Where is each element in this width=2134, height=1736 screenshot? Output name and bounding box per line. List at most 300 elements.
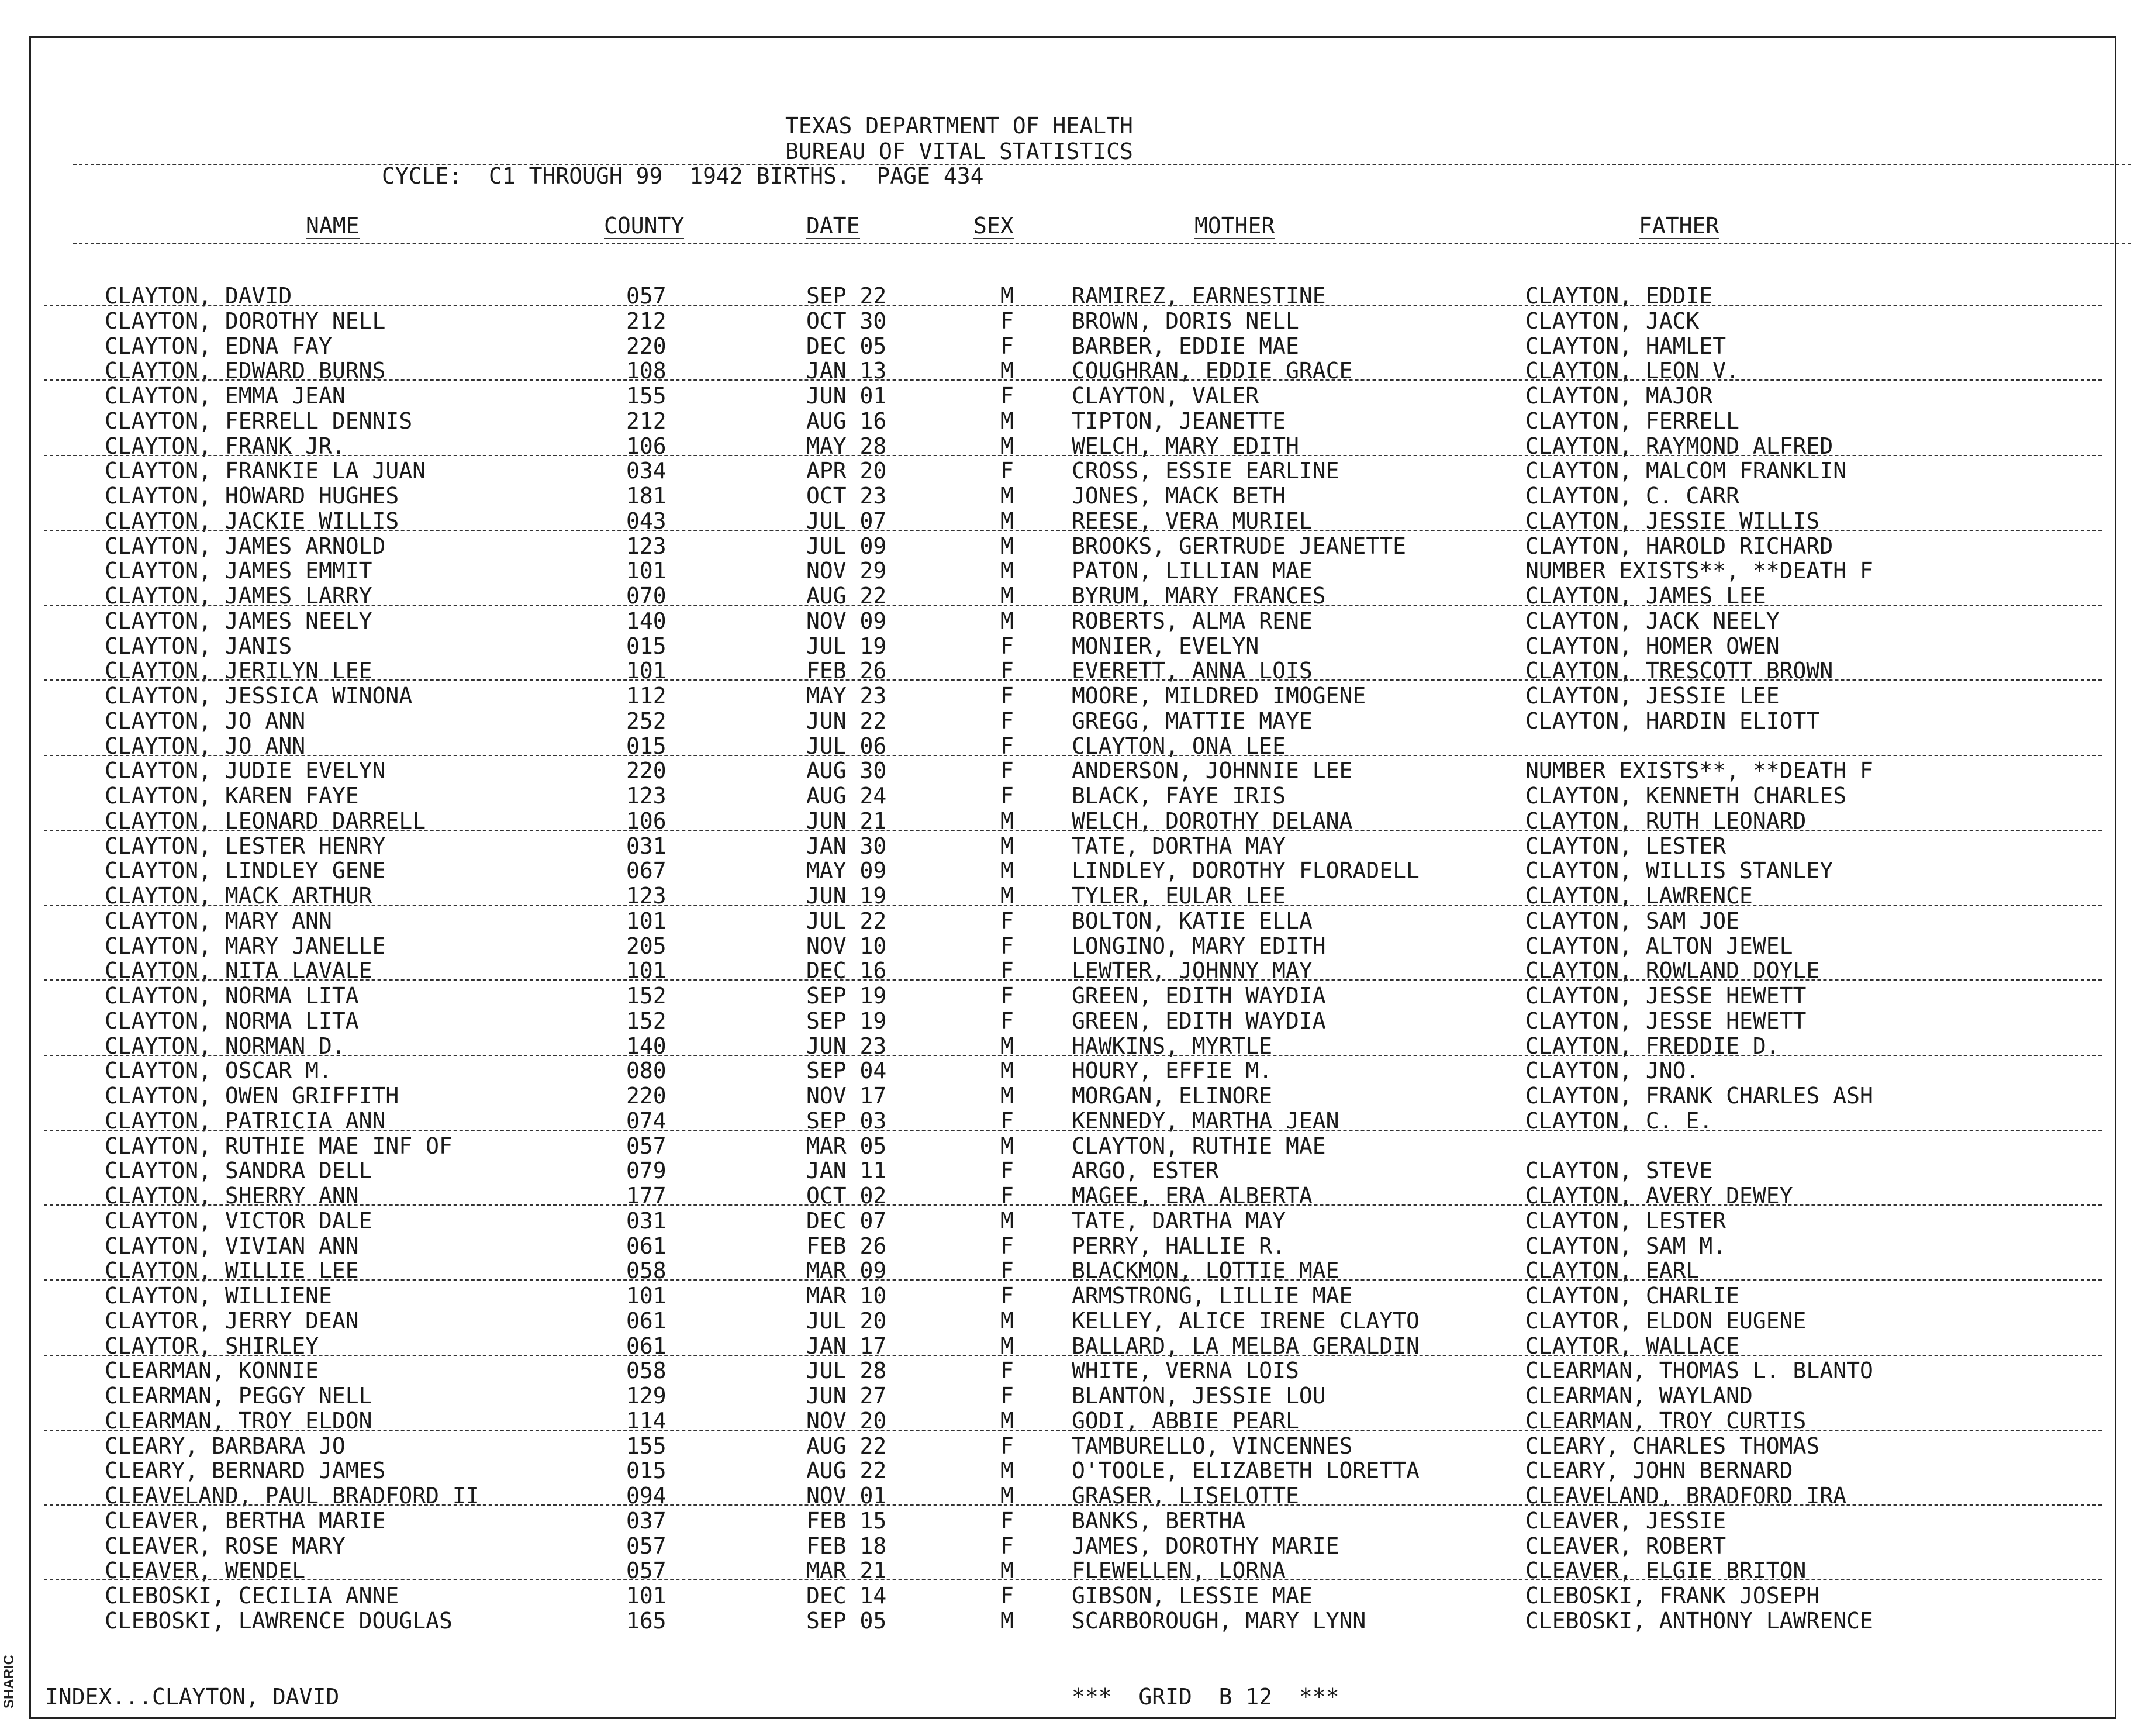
cell-mother: JONES, MACK BETH <box>1072 483 1286 509</box>
cycle-line: CYCLE: C1 THROUGH 99 1942 BIRTHS. PAGE 434 <box>382 163 984 189</box>
cell-father: CLEBOSKI, FRANK JOSEPH <box>1525 1583 1820 1609</box>
cell-name: CLAYTON, SHERRY ANN <box>105 1183 359 1209</box>
cell-sex: M <box>1000 1307 1014 1334</box>
cell-father: CLAYTON, JESSIE LEE <box>1525 683 1780 709</box>
cell-name: CLAYTON, NORMA LITA <box>105 983 359 1009</box>
cell-name: CLEBOSKI, CECILIA ANNE <box>105 1583 399 1609</box>
cell-mother: GREGG, MATTIE MAYE <box>1072 707 1313 734</box>
cell-county: 252 <box>626 707 667 734</box>
cell-father: NUMBER EXISTS**, **DEATH F <box>1525 558 1873 584</box>
cell-date: NOV 01 <box>806 1483 887 1509</box>
cell-name: CLEBOSKI, LAWRENCE DOUGLAS <box>105 1607 453 1634</box>
cell-name: CLEARMAN, KONNIE <box>105 1358 319 1384</box>
row-separator <box>44 979 2102 981</box>
cell-county: 108 <box>626 358 667 384</box>
title-line-2: BUREAU OF VITAL STATISTICS <box>785 139 1133 164</box>
cell-mother: LEWTER, JOHNNY MAY <box>1072 958 1313 984</box>
cell-father: CLEARMAN, THOMAS L. BLANTO <box>1525 1358 1873 1384</box>
footer-grid: *** GRID B 12 *** <box>1072 1684 1339 1710</box>
cell-sex: M <box>1000 883 1014 909</box>
cell-name: CLAYTON, MACK ARTHUR <box>105 883 372 909</box>
cell-sex: F <box>1000 758 1014 784</box>
cell-county: 101 <box>626 1583 667 1609</box>
cell-county: 181 <box>626 483 667 509</box>
cell-sex: F <box>1000 907 1014 934</box>
cell-date: AUG 22 <box>806 583 887 609</box>
cell-county: 031 <box>626 833 667 859</box>
column-header-name: NAME <box>306 213 360 239</box>
cell-name: CLAYTON, MARY ANN <box>105 907 332 934</box>
cell-county: 123 <box>626 883 667 909</box>
cell-father: CLEAVER, ROBERT <box>1525 1533 1726 1559</box>
cell-county: 057 <box>626 1558 667 1584</box>
cell-sex: M <box>1000 833 1014 859</box>
table-row <box>31 1358 2118 1383</box>
table-row <box>31 1434 2118 1458</box>
cell-father: CLEAVER, JESSIE <box>1525 1507 1726 1534</box>
cell-date: JUN 27 <box>806 1383 887 1409</box>
cell-date: AUG 22 <box>806 1458 887 1484</box>
cell-name: CLAYTON, VICTOR DALE <box>105 1207 372 1234</box>
cell-date: JAN 13 <box>806 358 887 384</box>
cell-mother: BLACK, FAYE IRIS <box>1072 783 1286 809</box>
column-header-mother: MOTHER <box>1194 213 1275 239</box>
cell-mother: BLANTON, JESSIE LOU <box>1072 1383 1326 1409</box>
cell-mother: ARGO, ESTER <box>1072 1158 1219 1184</box>
cell-sex: M <box>1000 1458 1014 1484</box>
cell-name: CLAYTON, FRANK JR. <box>105 433 346 459</box>
cell-sex: F <box>1000 1283 1014 1309</box>
cell-father: CLAYTON, HAROLD RICHARD <box>1525 533 1833 559</box>
table-row <box>31 484 2118 508</box>
cell-mother: BLACKMON, LOTTIE MAE <box>1072 1258 1339 1284</box>
table-row <box>31 384 2118 408</box>
row-separator <box>44 379 2102 381</box>
row-separator <box>44 830 2102 831</box>
cell-county: 080 <box>626 1058 667 1084</box>
cell-county: 101 <box>626 658 667 684</box>
cell-date: MAR 21 <box>806 1558 887 1584</box>
cell-name: CLEAVER, WENDEL <box>105 1558 306 1584</box>
cell-name: CLAYTOR, JERRY DEAN <box>105 1307 359 1334</box>
cell-county: 015 <box>626 633 667 659</box>
cell-father: CLAYTON, LAWRENCE <box>1525 883 1753 909</box>
cell-mother: MOORE, MILDRED IMOGENE <box>1072 683 1366 709</box>
cell-date: NOV 29 <box>806 558 887 584</box>
cell-date: MAR 10 <box>806 1283 887 1309</box>
cell-father: CLAYTON, C. CARR <box>1525 483 1740 509</box>
cell-date: OCT 30 <box>806 308 887 334</box>
cell-father: CLAYTON, FREDDIE D. <box>1525 1033 1780 1059</box>
cell-date: JUN 21 <box>806 807 887 834</box>
cell-mother: EVERETT, ANNA LOIS <box>1072 658 1313 684</box>
table-row <box>31 1134 2118 1158</box>
table-row <box>31 1509 2118 1533</box>
cell-sex: F <box>1000 633 1014 659</box>
cell-mother: WELCH, DOROTHY DELANA <box>1072 807 1353 834</box>
table-row <box>31 1283 2118 1308</box>
row-separator <box>44 905 2102 906</box>
column-header-father: FATHER <box>1639 213 1719 239</box>
cell-father: CLAYTOR, WALLACE <box>1525 1333 1740 1359</box>
cell-father: CLAYTON, JESSE HEWETT <box>1525 1007 1807 1034</box>
document-frame <box>29 36 2116 1719</box>
cell-date: OCT 02 <box>806 1183 887 1209</box>
cell-mother: MAGEE, ERA ALBERTA <box>1072 1183 1313 1209</box>
cell-name: CLEAVELAND, PAUL BRADFORD II <box>105 1483 479 1509</box>
cell-father: CLAYTON, JACK <box>1525 308 1700 334</box>
cell-county: 152 <box>626 1007 667 1034</box>
cell-name: CLEARY, BARBARA JO <box>105 1433 346 1459</box>
cell-county: 106 <box>626 807 667 834</box>
row-separator <box>44 1430 2102 1431</box>
cell-father: CLEARY, JOHN BERNARD <box>1525 1458 1793 1484</box>
cell-date: NOV 17 <box>806 1083 887 1109</box>
cell-county: 043 <box>626 508 667 534</box>
table-row <box>31 858 2118 883</box>
cell-sex: F <box>1000 658 1014 684</box>
cell-county: 057 <box>626 1133 667 1159</box>
cell-name: CLAYTON, JACKIE WILLIS <box>105 508 399 534</box>
cell-name: CLAYTON, MARY JANELLE <box>105 933 386 959</box>
cell-name: CLAYTON, VIVIAN ANN <box>105 1233 359 1259</box>
cell-mother: CLAYTON, ONA LEE <box>1072 733 1286 759</box>
cell-mother: BOLTON, KATIE ELLA <box>1072 907 1313 934</box>
cell-mother: GODI, ABBIE PEARL <box>1072 1407 1299 1434</box>
cell-date: JUL 28 <box>806 1358 887 1384</box>
cell-name: CLAYTON, JANIS <box>105 633 292 659</box>
cell-sex: M <box>1000 558 1014 584</box>
cell-date: FEB 18 <box>806 1533 887 1559</box>
cell-father: CLAYTON, JNO. <box>1525 1058 1700 1084</box>
cell-father: CLEARMAN, WAYLAND <box>1525 1383 1753 1409</box>
cell-name: CLAYTON, DAVID <box>105 283 292 309</box>
table-row <box>31 1158 2118 1183</box>
cell-mother: BARBER, EDDIE MAE <box>1072 333 1299 359</box>
cell-mother: BROOKS, GERTRUDE JEANETTE <box>1072 533 1406 559</box>
cell-county: 220 <box>626 758 667 784</box>
table-row <box>31 1058 2118 1083</box>
cell-sex: F <box>1000 308 1014 334</box>
cell-father: CLAYTON, HARDIN ELIOTT <box>1525 707 1820 734</box>
cell-date: MAR 09 <box>806 1258 887 1284</box>
cell-name: CLEARY, BERNARD JAMES <box>105 1458 386 1484</box>
cell-county: 112 <box>626 683 667 709</box>
cell-county: 057 <box>626 283 667 309</box>
cell-sex: F <box>1000 383 1014 409</box>
cell-father: CLAYTON, KENNETH CHARLES <box>1525 783 1847 809</box>
cell-mother: O'TOOLE, ELIZABETH LORETTA <box>1072 1458 1420 1484</box>
cell-county: 205 <box>626 933 667 959</box>
cell-county: 079 <box>626 1158 667 1184</box>
header-divider-bottom <box>73 243 2131 244</box>
cell-date: DEC 05 <box>806 333 887 359</box>
cell-father: CLAYTON, SAM JOE <box>1525 907 1740 934</box>
cell-date: JUL 07 <box>806 508 887 534</box>
cell-county: 140 <box>626 1033 667 1059</box>
table-row <box>31 983 2118 1008</box>
cell-sex: M <box>1000 1207 1014 1234</box>
cell-name: CLEAVER, BERTHA MARIE <box>105 1507 386 1534</box>
cell-mother: PATON, LILLIAN MAE <box>1072 558 1313 584</box>
cell-county: 015 <box>626 733 667 759</box>
cell-mother: BALLARD, LA MELBA GERALDIN <box>1072 1333 1420 1359</box>
cell-date: JAN 17 <box>806 1333 887 1359</box>
cell-father: CLAYTON, SAM M. <box>1525 1233 1726 1259</box>
cell-name: CLEARMAN, PEGGY NELL <box>105 1383 372 1409</box>
cell-mother: WELCH, MARY EDITH <box>1072 433 1299 459</box>
cell-father: CLAYTON, LESTER <box>1525 1207 1726 1234</box>
cell-sex: F <box>1000 1183 1014 1209</box>
table-row <box>31 934 2118 958</box>
cell-name: CLEAVER, ROSE MARY <box>105 1533 346 1559</box>
cell-county: 220 <box>626 1083 667 1109</box>
cell-mother: BYRUM, MARY FRANCES <box>1072 583 1326 609</box>
cell-date: MAY 28 <box>806 433 887 459</box>
cell-sex: M <box>1000 433 1014 459</box>
cell-name: CLAYTON, JESSICA WINONA <box>105 683 413 709</box>
row-separator <box>44 530 2102 531</box>
cell-county: 140 <box>626 608 667 634</box>
cell-name: CLAYTON, JUDIE EVELYN <box>105 758 386 784</box>
cell-father: CLAYTON, FRANK CHARLES ASH <box>1525 1083 1873 1109</box>
cell-date: JAN 11 <box>806 1158 887 1184</box>
cell-sex: M <box>1000 1033 1014 1059</box>
cell-mother: HOURY, EFFIE M. <box>1072 1058 1273 1084</box>
row-separator <box>44 1504 2102 1506</box>
cell-mother: FLEWELLEN, LORNA <box>1072 1558 1286 1584</box>
cell-name: CLAYTON, NITA LAVALE <box>105 958 372 984</box>
cell-father: CLAYTON, JESSIE WILLIS <box>1525 508 1820 534</box>
cell-father: CLAYTON, LESTER <box>1525 833 1726 859</box>
cell-date: JUL 22 <box>806 907 887 934</box>
cell-mother: MONIER, EVELYN <box>1072 633 1259 659</box>
cell-mother: LONGINO, MARY EDITH <box>1072 933 1326 959</box>
cell-date: NOV 10 <box>806 933 887 959</box>
cell-name: CLAYTON, JAMES NEELY <box>105 608 372 634</box>
cell-county: 123 <box>626 533 667 559</box>
cell-sex: M <box>1000 533 1014 559</box>
cell-name: CLAYTON, OSCAR M. <box>105 1058 332 1084</box>
cell-name: CLAYTON, NORMAN D. <box>105 1033 346 1059</box>
cell-sex: F <box>1000 1107 1014 1134</box>
cell-county: 106 <box>626 433 667 459</box>
cell-county: 101 <box>626 907 667 934</box>
cell-name: CLAYTON, LINDLEY GENE <box>105 858 386 884</box>
cell-father: CLAYTON, CHARLIE <box>1525 1283 1740 1309</box>
cell-mother: GIBSON, LESSIE MAE <box>1072 1583 1313 1609</box>
cell-name: CLAYTON, FRANKIE LA JUAN <box>105 458 426 484</box>
cell-father: CLAYTON, FERRELL <box>1525 408 1740 434</box>
cell-father: CLAYTON, JACK NEELY <box>1525 608 1780 634</box>
title-line-1: TEXAS DEPARTMENT OF HEALTH <box>785 113 1133 139</box>
cell-name: CLAYTON, EDNA FAY <box>105 333 332 359</box>
cell-county: 067 <box>626 858 667 884</box>
cell-date: JUL 06 <box>806 733 887 759</box>
cell-father: CLEAVER, ELGIE BRITON <box>1525 1558 1807 1584</box>
cell-name: CLAYTON, EDWARD BURNS <box>105 358 386 384</box>
cell-father: CLAYTON, MALCOM FRANKLIN <box>1525 458 1847 484</box>
table-row <box>31 534 2118 558</box>
cell-sex: F <box>1000 1383 1014 1409</box>
cell-sex: F <box>1000 1583 1014 1609</box>
cell-father: CLAYTON, TRESCOTT BROWN <box>1525 658 1833 684</box>
side-label: SHARIC <box>1 1655 17 1709</box>
cell-sex: F <box>1000 1507 1014 1534</box>
cell-sex: M <box>1000 1058 1014 1084</box>
cell-name: CLAYTON, JO ANN <box>105 707 306 734</box>
cell-sex: M <box>1000 1558 1014 1584</box>
cell-date: AUG 22 <box>806 1433 887 1459</box>
cell-date: JUN 22 <box>806 707 887 734</box>
cell-county: 220 <box>626 333 667 359</box>
cell-date: APR 20 <box>806 458 887 484</box>
cell-name: CLAYTON, HOWARD HUGHES <box>105 483 399 509</box>
cell-father: CLAYTON, RUTH LEONARD <box>1525 807 1807 834</box>
cell-sex: F <box>1000 707 1014 734</box>
cell-father: CLAYTON, EDDIE <box>1525 283 1713 309</box>
row-separator <box>44 755 2102 756</box>
cell-sex: M <box>1000 1133 1014 1159</box>
cell-sex: F <box>1000 1233 1014 1259</box>
table-row <box>31 458 2118 483</box>
cell-mother: ANDERSON, JOHNNIE LEE <box>1072 758 1353 784</box>
row-separator <box>44 1055 2102 1056</box>
cell-county: 057 <box>626 1533 667 1559</box>
cell-date: SEP 03 <box>806 1107 887 1134</box>
cell-county: 155 <box>626 383 667 409</box>
cell-sex: M <box>1000 807 1014 834</box>
cell-father: CLAYTON, RAYMOND ALFRED <box>1525 433 1833 459</box>
cell-county: 058 <box>626 1358 667 1384</box>
table-row <box>31 1009 2118 1033</box>
table-row <box>31 558 2118 583</box>
cell-mother: RAMIREZ, EARNESTINE <box>1072 283 1326 309</box>
cell-county: 152 <box>626 983 667 1009</box>
cell-county: 070 <box>626 583 667 609</box>
table-row <box>31 1083 2118 1108</box>
cell-date: NOV 09 <box>806 608 887 634</box>
cell-sex: F <box>1000 983 1014 1009</box>
cell-date: MAY 09 <box>806 858 887 884</box>
cell-sex: M <box>1000 408 1014 434</box>
cell-name: CLAYTON, JERILYN LEE <box>105 658 372 684</box>
cell-name: CLAYTON, DOROTHY NELL <box>105 308 386 334</box>
cell-county: 058 <box>626 1258 667 1284</box>
cell-county: 101 <box>626 958 667 984</box>
cell-date: AUG 24 <box>806 783 887 809</box>
cell-county: 101 <box>626 558 667 584</box>
cell-mother: REESE, VERA MURIEL <box>1072 508 1313 534</box>
cell-county: 031 <box>626 1207 667 1234</box>
cell-mother: BROWN, DORIS NELL <box>1072 308 1299 334</box>
cell-sex: F <box>1000 1533 1014 1559</box>
cell-county: 074 <box>626 1107 667 1134</box>
cell-county: 129 <box>626 1383 667 1409</box>
cell-name: CLAYTON, KAREN FAYE <box>105 783 359 809</box>
cell-father: CLAYTON, ALTON JEWEL <box>1525 933 1793 959</box>
cell-county: 061 <box>626 1233 667 1259</box>
cell-name: CLAYTON, WILLIENE <box>105 1283 332 1309</box>
cell-father: CLAYTON, HAMLET <box>1525 333 1726 359</box>
cell-name: CLAYTON, WILLIE LEE <box>105 1258 359 1284</box>
cell-sex: F <box>1000 333 1014 359</box>
table-row <box>31 1583 2118 1608</box>
row-separator <box>44 679 2102 681</box>
cell-name: CLAYTOR, SHIRLEY <box>105 1333 319 1359</box>
column-header-sex: SEX <box>973 213 1014 239</box>
cell-sex: M <box>1000 1483 1014 1509</box>
cell-father: CLAYTON, C. E. <box>1525 1107 1713 1134</box>
cell-date: NOV 20 <box>806 1407 887 1434</box>
cell-father: CLAYTON, LEON V. <box>1525 358 1740 384</box>
cell-date: SEP 19 <box>806 983 887 1009</box>
cell-county: 155 <box>626 1433 667 1459</box>
cell-sex: F <box>1000 958 1014 984</box>
cell-father: CLAYTON, AVERY DEWEY <box>1525 1183 1793 1209</box>
table-row <box>31 684 2118 708</box>
footer-index: INDEX...CLAYTON, DAVID <box>45 1684 340 1710</box>
cell-mother: CROSS, ESSIE EARLINE <box>1072 458 1339 484</box>
cell-sex: F <box>1000 1158 1014 1184</box>
cell-mother: SCARBOROUGH, MARY LYNN <box>1072 1607 1366 1634</box>
cell-sex: F <box>1000 1258 1014 1284</box>
cell-sex: F <box>1000 1358 1014 1384</box>
cell-father: CLAYTON, STEVE <box>1525 1158 1713 1184</box>
cell-date: JUN 23 <box>806 1033 887 1059</box>
cell-date: SEP 05 <box>806 1607 887 1634</box>
cell-name: CLAYTON, LESTER HENRY <box>105 833 386 859</box>
row-separator <box>44 1204 2102 1206</box>
cell-mother: BANKS, BERTHA <box>1072 1507 1246 1534</box>
cell-sex: M <box>1000 358 1014 384</box>
cell-name: CLAYTON, OWEN GRIFFITH <box>105 1083 399 1109</box>
cell-name: CLAYTON, FERRELL DENNIS <box>105 408 413 434</box>
row-separator <box>44 1355 2102 1356</box>
table-row <box>31 1309 2118 1333</box>
cell-county: 061 <box>626 1307 667 1334</box>
table-row <box>31 709 2118 733</box>
cell-county: 061 <box>626 1333 667 1359</box>
cell-county: 101 <box>626 1283 667 1309</box>
cell-date: JUN 19 <box>806 883 887 909</box>
cell-father: CLAYTON, HOMER OWEN <box>1525 633 1780 659</box>
cell-date: DEC 16 <box>806 958 887 984</box>
table-row <box>31 784 2118 808</box>
cell-name: CLAYTON, RUTHIE MAE INF OF <box>105 1133 453 1159</box>
cell-mother: PERRY, HALLIE R. <box>1072 1233 1286 1259</box>
cell-mother: KENNEDY, MARTHA JEAN <box>1072 1107 1339 1134</box>
table-row <box>31 334 2118 358</box>
cell-name: CLAYTON, SANDRA DELL <box>105 1158 372 1184</box>
cell-county: 037 <box>626 1507 667 1534</box>
cell-county: 015 <box>626 1458 667 1484</box>
row-separator <box>44 1130 2102 1131</box>
table-row <box>31 1234 2118 1258</box>
row-separator <box>44 305 2102 306</box>
table-row <box>31 609 2118 633</box>
cell-date: MAR 05 <box>806 1133 887 1159</box>
cell-father: CLAYTON, EARL <box>1525 1258 1700 1284</box>
cell-sex: M <box>1000 1083 1014 1109</box>
cell-sex: F <box>1000 733 1014 759</box>
cell-mother: MORGAN, ELINORE <box>1072 1083 1273 1109</box>
cell-mother: LINDLEY, DOROTHY FLORADELL <box>1072 858 1420 884</box>
cell-sex: M <box>1000 608 1014 634</box>
cell-date: SEP 04 <box>806 1058 887 1084</box>
cell-date: JUL 09 <box>806 533 887 559</box>
cell-sex: M <box>1000 1607 1014 1634</box>
